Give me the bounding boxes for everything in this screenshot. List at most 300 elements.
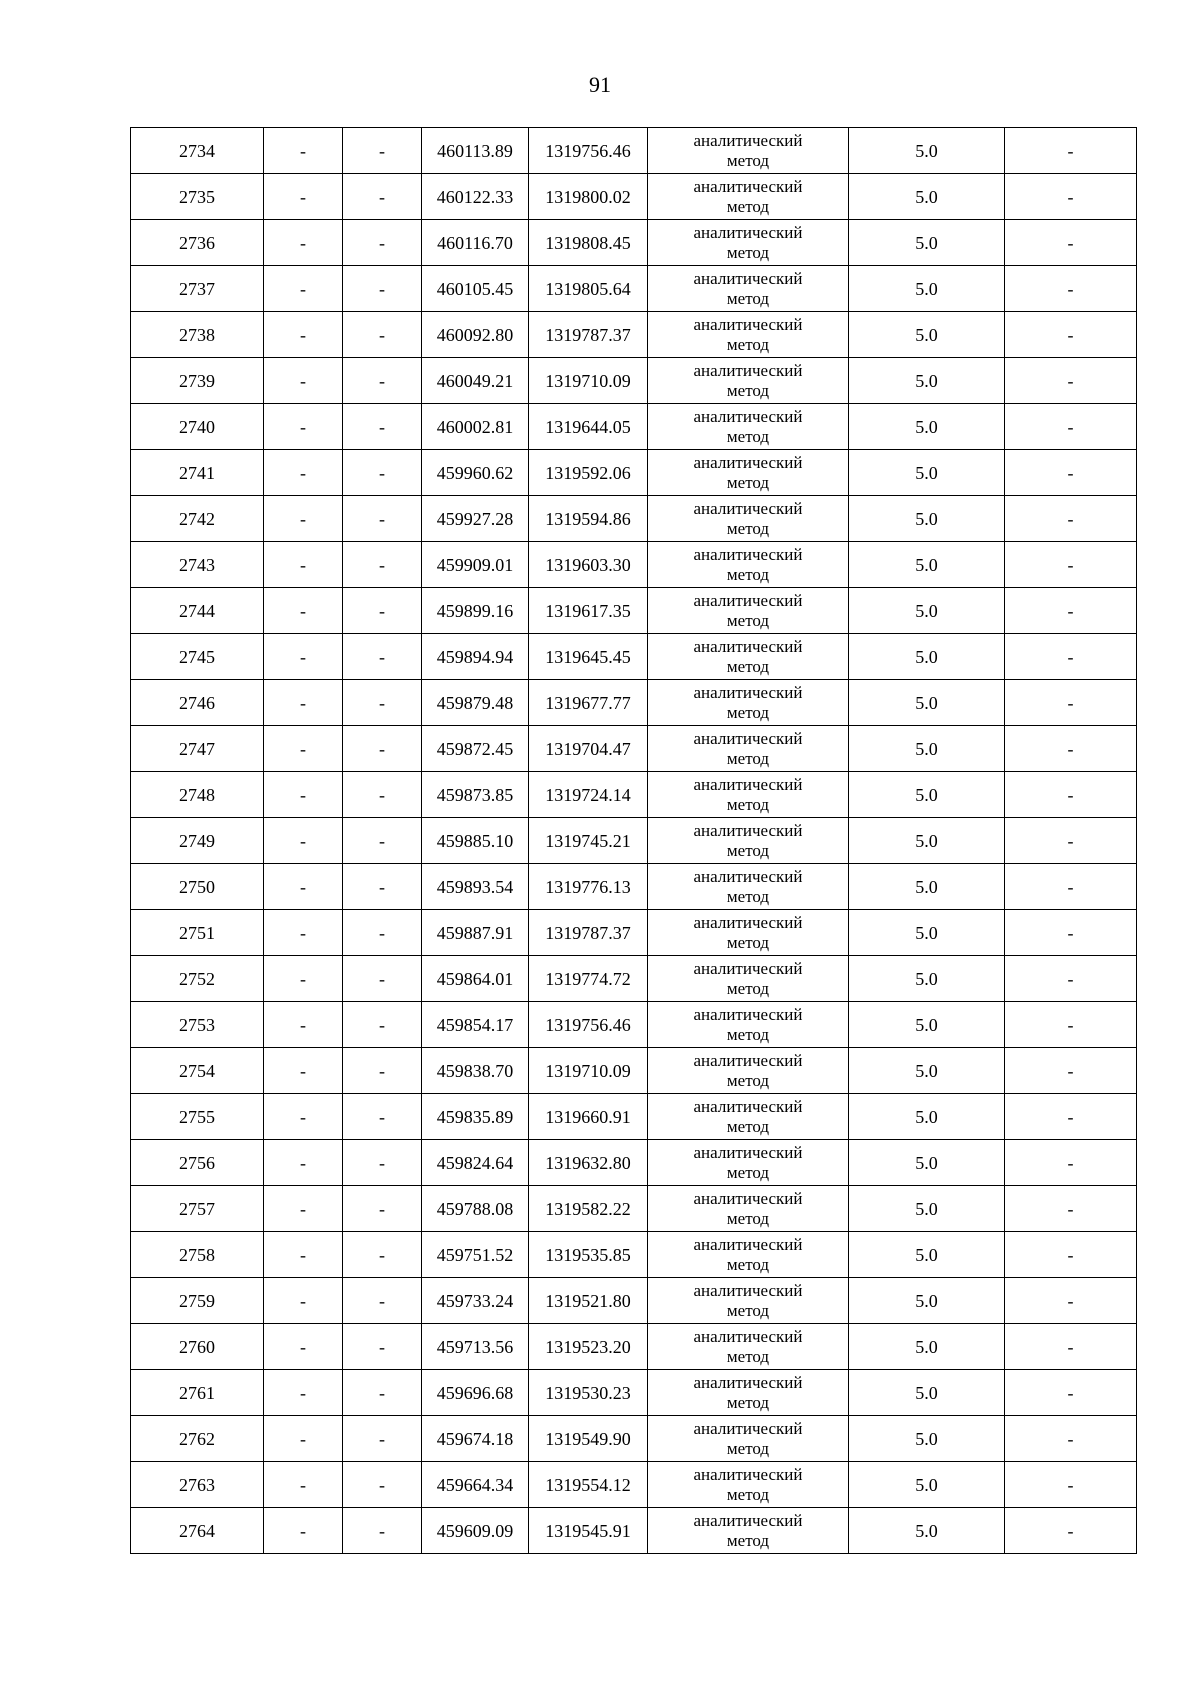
accuracy-cell: 5.0 (849, 818, 1005, 864)
method-cell (648, 358, 849, 404)
point-number-cell: 2755 (131, 1094, 264, 1140)
coord-y-cell: 1319660.91 (529, 1094, 648, 1140)
table-row (131, 634, 1137, 680)
coord-x-cell: 459887.91 (422, 910, 529, 956)
table-row (131, 772, 1137, 818)
point-number-cell: 2735 (131, 174, 264, 220)
method-line-1: аналитический (693, 1418, 803, 1438)
method-line-1: аналитический (693, 958, 803, 978)
method-line-2: метод (726, 518, 770, 538)
accuracy-cell: 5.0 (849, 956, 1005, 1002)
accuracy-cell: 5.0 (849, 1370, 1005, 1416)
coord-x-cell: 459894.94 (422, 634, 529, 680)
accuracy-cell: 5.0 (849, 358, 1005, 404)
empty-cell-c: - (1005, 772, 1137, 818)
method-line-1: аналитический (693, 498, 803, 518)
point-number-cell: 2736 (131, 220, 264, 266)
method-line-1: аналитический (693, 130, 803, 150)
coord-y-cell: 1319603.30 (529, 542, 648, 588)
table-row (131, 680, 1137, 726)
empty-cell-a: - (264, 726, 343, 772)
method-cell (648, 1048, 849, 1094)
point-number-cell: 2749 (131, 818, 264, 864)
empty-cell-a: - (264, 220, 343, 266)
table-row (131, 1370, 1137, 1416)
method-line-2: метод (726, 1300, 770, 1320)
method-cell (648, 1186, 849, 1232)
coord-y-cell: 1319756.46 (529, 1002, 648, 1048)
method-cell (648, 1416, 849, 1462)
accuracy-cell: 5.0 (849, 404, 1005, 450)
table-row (131, 910, 1137, 956)
point-number-cell: 2740 (131, 404, 264, 450)
empty-cell-a: - (264, 910, 343, 956)
method-cell (648, 1140, 849, 1186)
accuracy-cell: 5.0 (849, 128, 1005, 174)
method-line-1: аналитический (693, 1326, 803, 1346)
point-number-cell: 2752 (131, 956, 264, 1002)
point-number-cell: 2741 (131, 450, 264, 496)
empty-cell-c: - (1005, 680, 1137, 726)
empty-cell-a: - (264, 266, 343, 312)
empty-cell-c: - (1005, 174, 1137, 220)
coord-y-cell: 1319808.45 (529, 220, 648, 266)
method-line-1: аналитический (693, 1510, 803, 1530)
coord-y-cell: 1319745.21 (529, 818, 648, 864)
empty-cell-c: - (1005, 1048, 1137, 1094)
table-row (131, 818, 1137, 864)
method-cell (648, 1370, 849, 1416)
empty-cell-a: - (264, 1462, 343, 1508)
method-line-2: метод (726, 472, 770, 492)
empty-cell-b: - (343, 1094, 422, 1140)
coord-y-cell: 1319787.37 (529, 910, 648, 956)
empty-cell-c: - (1005, 1508, 1137, 1554)
empty-cell-c: - (1005, 1278, 1137, 1324)
empty-cell-b: - (343, 1324, 422, 1370)
coord-x-cell: 459960.62 (422, 450, 529, 496)
empty-cell-a: - (264, 680, 343, 726)
coord-x-cell: 460122.33 (422, 174, 529, 220)
coord-y-cell: 1319677.77 (529, 680, 648, 726)
coord-y-cell: 1319592.06 (529, 450, 648, 496)
empty-cell-b: - (343, 1416, 422, 1462)
table-row (131, 1324, 1137, 1370)
empty-cell-a: - (264, 542, 343, 588)
coord-y-cell: 1319582.22 (529, 1186, 648, 1232)
method-cell (648, 680, 849, 726)
coord-x-cell: 459872.45 (422, 726, 529, 772)
empty-cell-c: - (1005, 220, 1137, 266)
empty-cell-c: - (1005, 1140, 1137, 1186)
point-number-cell: 2750 (131, 864, 264, 910)
point-number-cell: 2760 (131, 1324, 264, 1370)
accuracy-cell: 5.0 (849, 1140, 1005, 1186)
coord-y-cell: 1319774.72 (529, 956, 648, 1002)
empty-cell-c: - (1005, 404, 1137, 450)
empty-cell-a: - (264, 818, 343, 864)
method-line-2: метод (726, 150, 770, 170)
empty-cell-b: - (343, 128, 422, 174)
empty-cell-a: - (264, 404, 343, 450)
empty-cell-c: - (1005, 1462, 1137, 1508)
coord-x-cell: 460049.21 (422, 358, 529, 404)
method-line-1: аналитический (693, 314, 803, 334)
point-number-cell: 2761 (131, 1370, 264, 1416)
empty-cell-b: - (343, 1278, 422, 1324)
coord-y-cell: 1319644.05 (529, 404, 648, 450)
empty-cell-b: - (343, 496, 422, 542)
method-line-1: аналитический (693, 406, 803, 426)
method-line-2: метод (726, 1346, 770, 1366)
method-cell (648, 312, 849, 358)
empty-cell-a: - (264, 312, 343, 358)
method-cell (648, 726, 849, 772)
empty-cell-a: - (264, 496, 343, 542)
page-number: 91 (589, 72, 611, 97)
table-row (131, 1278, 1137, 1324)
table-row (131, 726, 1137, 772)
empty-cell-b: - (343, 956, 422, 1002)
point-number-cell: 2737 (131, 266, 264, 312)
accuracy-cell: 5.0 (849, 588, 1005, 634)
coord-y-cell: 1319535.85 (529, 1232, 648, 1278)
coord-x-cell: 459713.56 (422, 1324, 529, 1370)
empty-cell-a: - (264, 956, 343, 1002)
method-line-1: аналитический (693, 728, 803, 748)
empty-cell-c: - (1005, 910, 1137, 956)
point-number-cell: 2739 (131, 358, 264, 404)
method-line-2: метод (726, 1116, 770, 1136)
coord-x-cell: 459696.68 (422, 1370, 529, 1416)
empty-cell-c: - (1005, 450, 1137, 496)
table-row (131, 1462, 1137, 1508)
coord-y-cell: 1319800.02 (529, 174, 648, 220)
method-line-1: аналитический (693, 452, 803, 472)
empty-cell-b: - (343, 312, 422, 358)
empty-cell-b: - (343, 680, 422, 726)
accuracy-cell: 5.0 (849, 726, 1005, 772)
method-line-1: аналитический (693, 1372, 803, 1392)
empty-cell-b: - (343, 1140, 422, 1186)
method-cell (648, 910, 849, 956)
accuracy-cell: 5.0 (849, 772, 1005, 818)
coord-x-cell: 459927.28 (422, 496, 529, 542)
method-line-2: метод (726, 610, 770, 630)
coord-y-cell: 1319710.09 (529, 358, 648, 404)
coord-x-cell: 459674.18 (422, 1416, 529, 1462)
accuracy-cell: 5.0 (849, 864, 1005, 910)
empty-cell-a: - (264, 1140, 343, 1186)
empty-cell-a: - (264, 1186, 343, 1232)
accuracy-cell: 5.0 (849, 634, 1005, 680)
empty-cell-a: - (264, 1002, 343, 1048)
point-number-cell: 2743 (131, 542, 264, 588)
method-line-2: метод (726, 748, 770, 768)
empty-cell-b: - (343, 772, 422, 818)
method-line-1: аналитический (693, 682, 803, 702)
method-cell (648, 956, 849, 1002)
method-line-2: метод (726, 656, 770, 676)
empty-cell-c: - (1005, 634, 1137, 680)
empty-cell-a: - (264, 864, 343, 910)
method-cell (648, 772, 849, 818)
method-line-1: аналитический (693, 866, 803, 886)
empty-cell-b: - (343, 220, 422, 266)
empty-cell-c: - (1005, 496, 1137, 542)
empty-cell-a: - (264, 1232, 343, 1278)
empty-cell-b: - (343, 358, 422, 404)
coord-y-cell: 1319632.80 (529, 1140, 648, 1186)
method-cell (648, 864, 849, 910)
coord-y-cell: 1319554.12 (529, 1462, 648, 1508)
coordinates-table (130, 127, 1137, 1554)
empty-cell-b: - (343, 404, 422, 450)
point-number-cell: 2759 (131, 1278, 264, 1324)
empty-cell-a: - (264, 128, 343, 174)
coord-x-cell: 459879.48 (422, 680, 529, 726)
table-row (131, 956, 1137, 1002)
coord-x-cell: 460116.70 (422, 220, 529, 266)
empty-cell-a: - (264, 1094, 343, 1140)
empty-cell-b: - (343, 910, 422, 956)
accuracy-cell: 5.0 (849, 312, 1005, 358)
method-line-1: аналитический (693, 1004, 803, 1024)
coord-x-cell: 459824.64 (422, 1140, 529, 1186)
method-cell (648, 220, 849, 266)
coord-y-cell: 1319704.47 (529, 726, 648, 772)
empty-cell-c: - (1005, 818, 1137, 864)
point-number-cell: 2748 (131, 772, 264, 818)
table-row (131, 312, 1137, 358)
method-cell (648, 174, 849, 220)
method-line-1: аналитический (693, 774, 803, 794)
empty-cell-c: - (1005, 1324, 1137, 1370)
coord-y-cell: 1319523.20 (529, 1324, 648, 1370)
table-row (131, 588, 1137, 634)
coord-y-cell: 1319805.64 (529, 266, 648, 312)
table-row (131, 220, 1137, 266)
coord-x-cell: 459899.16 (422, 588, 529, 634)
coord-x-cell: 460002.81 (422, 404, 529, 450)
point-number-cell: 2756 (131, 1140, 264, 1186)
empty-cell-b: - (343, 1508, 422, 1554)
method-cell (648, 1094, 849, 1140)
accuracy-cell: 5.0 (849, 542, 1005, 588)
method-line-2: метод (726, 1484, 770, 1504)
method-line-2: метод (726, 932, 770, 952)
point-number-cell: 2742 (131, 496, 264, 542)
method-line-2: метод (726, 702, 770, 722)
method-line-2: метод (726, 1254, 770, 1274)
accuracy-cell: 5.0 (849, 1508, 1005, 1554)
method-line-2: метод (726, 564, 770, 584)
coord-x-cell: 459664.34 (422, 1462, 529, 1508)
point-number-cell: 2751 (131, 910, 264, 956)
method-line-2: метод (726, 334, 770, 354)
empty-cell-b: - (343, 1002, 422, 1048)
coord-y-cell: 1319724.14 (529, 772, 648, 818)
coord-y-cell: 1319617.35 (529, 588, 648, 634)
coord-y-cell: 1319787.37 (529, 312, 648, 358)
point-number-cell: 2744 (131, 588, 264, 634)
coord-x-cell: 459909.01 (422, 542, 529, 588)
coord-y-cell: 1319756.46 (529, 128, 648, 174)
method-line-2: метод (726, 1438, 770, 1458)
coord-y-cell: 1319545.91 (529, 1508, 648, 1554)
method-line-1: аналитический (693, 1096, 803, 1116)
method-line-1: аналитический (693, 544, 803, 564)
point-number-cell: 2754 (131, 1048, 264, 1094)
table-row (131, 174, 1137, 220)
accuracy-cell: 5.0 (849, 1462, 1005, 1508)
coord-y-cell: 1319521.80 (529, 1278, 648, 1324)
method-line-2: метод (726, 1162, 770, 1182)
method-line-1: аналитический (693, 360, 803, 380)
empty-cell-c: - (1005, 358, 1137, 404)
coord-x-cell: 459788.08 (422, 1186, 529, 1232)
accuracy-cell: 5.0 (849, 910, 1005, 956)
accuracy-cell: 5.0 (849, 220, 1005, 266)
empty-cell-a: - (264, 174, 343, 220)
point-number-cell: 2734 (131, 128, 264, 174)
table-row (131, 1416, 1137, 1462)
method-cell (648, 1462, 849, 1508)
empty-cell-b: - (343, 450, 422, 496)
empty-cell-c: - (1005, 1002, 1137, 1048)
table-row (131, 496, 1137, 542)
empty-cell-b: - (343, 1462, 422, 1508)
empty-cell-b: - (343, 818, 422, 864)
accuracy-cell: 5.0 (849, 1002, 1005, 1048)
empty-cell-c: - (1005, 726, 1137, 772)
method-line-2: метод (726, 886, 770, 906)
point-number-cell: 2757 (131, 1186, 264, 1232)
empty-cell-a: - (264, 1416, 343, 1462)
method-line-2: метод (726, 288, 770, 308)
method-line-2: метод (726, 242, 770, 262)
coord-x-cell: 459838.70 (422, 1048, 529, 1094)
empty-cell-b: - (343, 266, 422, 312)
empty-cell-c: - (1005, 956, 1137, 1002)
empty-cell-c: - (1005, 1416, 1137, 1462)
method-line-2: метод (726, 1024, 770, 1044)
table-row (131, 1232, 1137, 1278)
empty-cell-c: - (1005, 266, 1137, 312)
method-cell (648, 1278, 849, 1324)
method-line-2: метод (726, 426, 770, 446)
point-number-cell: 2738 (131, 312, 264, 358)
method-line-1: аналитический (693, 1464, 803, 1484)
table-row (131, 1186, 1137, 1232)
empty-cell-a: - (264, 634, 343, 680)
method-cell (648, 450, 849, 496)
coord-x-cell: 459835.89 (422, 1094, 529, 1140)
method-line-1: аналитический (693, 1142, 803, 1162)
accuracy-cell: 5.0 (849, 174, 1005, 220)
empty-cell-a: - (264, 1370, 343, 1416)
accuracy-cell: 5.0 (849, 1416, 1005, 1462)
table-row (131, 1002, 1137, 1048)
table-row (131, 266, 1137, 312)
accuracy-cell: 5.0 (849, 1278, 1005, 1324)
method-line-2: метод (726, 1392, 770, 1412)
empty-cell-b: - (343, 542, 422, 588)
empty-cell-c: - (1005, 542, 1137, 588)
empty-cell-b: - (343, 588, 422, 634)
method-line-1: аналитический (693, 820, 803, 840)
method-cell (648, 128, 849, 174)
coord-x-cell: 460105.45 (422, 266, 529, 312)
method-cell (648, 818, 849, 864)
empty-cell-b: - (343, 1232, 422, 1278)
accuracy-cell: 5.0 (849, 496, 1005, 542)
accuracy-cell: 5.0 (849, 1048, 1005, 1094)
accuracy-cell: 5.0 (849, 1232, 1005, 1278)
accuracy-cell: 5.0 (849, 1094, 1005, 1140)
empty-cell-b: - (343, 1370, 422, 1416)
method-cell (648, 1232, 849, 1278)
table-row (131, 864, 1137, 910)
coord-x-cell: 459885.10 (422, 818, 529, 864)
point-number-cell: 2753 (131, 1002, 264, 1048)
coord-y-cell: 1319594.86 (529, 496, 648, 542)
method-line-2: метод (726, 380, 770, 400)
coord-x-cell: 460113.89 (422, 128, 529, 174)
table-row (131, 1048, 1137, 1094)
method-line-1: аналитический (693, 1050, 803, 1070)
method-line-2: метод (726, 978, 770, 998)
empty-cell-c: - (1005, 588, 1137, 634)
method-cell (648, 496, 849, 542)
method-line-1: аналитический (693, 222, 803, 242)
accuracy-cell: 5.0 (849, 1186, 1005, 1232)
method-line-1: аналитический (693, 176, 803, 196)
method-cell (648, 1324, 849, 1370)
method-cell (648, 404, 849, 450)
coord-y-cell: 1319549.90 (529, 1416, 648, 1462)
method-line-2: метод (726, 196, 770, 216)
method-line-1: аналитический (693, 1234, 803, 1254)
table-row (131, 128, 1137, 174)
point-number-cell: 2764 (131, 1508, 264, 1554)
empty-cell-a: - (264, 1324, 343, 1370)
coord-x-cell: 460092.80 (422, 312, 529, 358)
empty-cell-a: - (264, 1048, 343, 1094)
method-line-2: метод (726, 840, 770, 860)
empty-cell-a: - (264, 588, 343, 634)
method-line-1: аналитический (693, 1280, 803, 1300)
method-line-2: метод (726, 1530, 770, 1550)
empty-cell-c: - (1005, 1232, 1137, 1278)
method-line-1: аналитический (693, 268, 803, 288)
coord-x-cell: 459733.24 (422, 1278, 529, 1324)
empty-cell-a: - (264, 450, 343, 496)
empty-cell-c: - (1005, 312, 1137, 358)
empty-cell-c: - (1005, 128, 1137, 174)
coord-x-cell: 459609.09 (422, 1508, 529, 1554)
method-cell (648, 266, 849, 312)
method-line-1: аналитический (693, 1188, 803, 1208)
point-number-cell: 2745 (131, 634, 264, 680)
method-line-2: метод (726, 1208, 770, 1228)
accuracy-cell: 5.0 (849, 1324, 1005, 1370)
method-cell (648, 1508, 849, 1554)
table-row (131, 1094, 1137, 1140)
point-number-cell: 2763 (131, 1462, 264, 1508)
accuracy-cell: 5.0 (849, 266, 1005, 312)
empty-cell-b: - (343, 864, 422, 910)
